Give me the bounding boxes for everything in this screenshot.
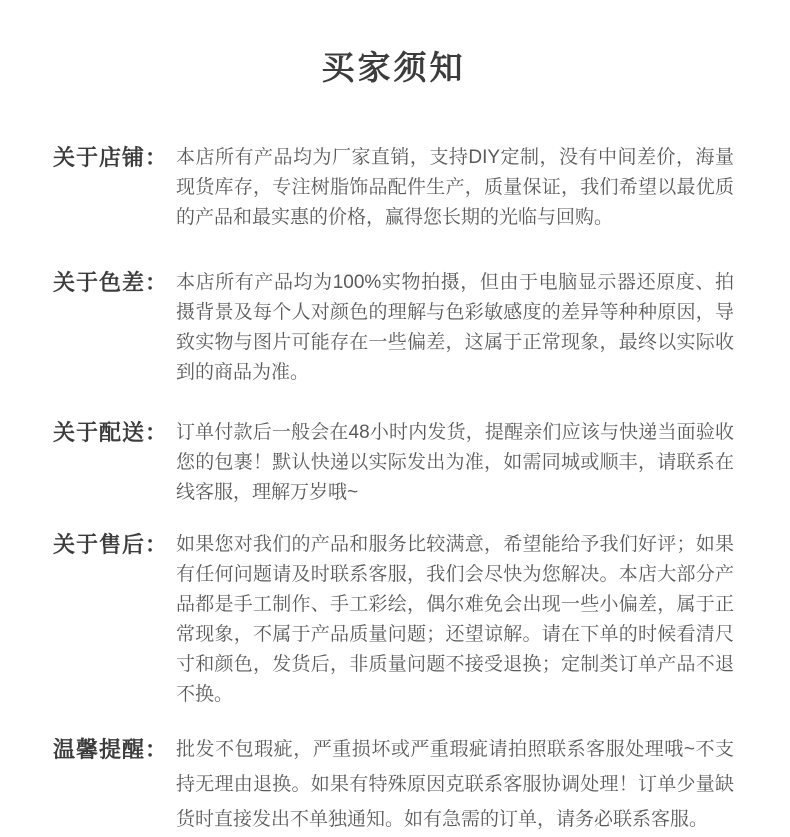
section-shipping — [53, 418, 734, 508]
section-text: 本店所有产品均为100%实物拍摄，但由于电脑显示器还原度、拍摄背景及每个人对颜色的理解与色彩敏感度的差异等种种原因，导致实物与图片可能存在一些偏差，这属于正常现象，最终以实际收到的商品为准。 — [176, 272, 734, 383]
section-color-difference — [53, 268, 734, 388]
section-label: 温馨提醒： — [53, 737, 169, 762]
section-label: 关于色差： — [53, 270, 169, 295]
page-title: 买家须知 — [321, 49, 466, 86]
section-text: 如果您对我们的产品和服务比较满意，希望能给予我们好评；如果有任何问题请及时联系客服，我们会尽快为您解决。本店大部分产品都是手工制作、手工彩绘，偶尔难免会出现一些小偏差，属于正常现象，不属于产品质量问题；还望谅解。请在下单的时候看清尺寸和颜色，发货后，非质量问题不接受退换；定制类订单产品不退不换。 — [176, 534, 734, 705]
section-warm-reminder — [53, 732, 734, 837]
section-text: 批发不包瑕疵，严重损坏或严重瑕疵请拍照联系客服处理哦~不支持无理由退换。如果有特殊原因克联系客服协调处理！订单少量缺货时直接发出不单独通知。如有急需的订单，请务必联系客服。 — [176, 739, 734, 830]
section-text: 本店所有产品均为厂家直销，支持DIY定制，没有中间差价，海量现货库存，专注树脂饰品配件生产，质量保证，我们希望以最优质的产品和最实惠的价格，赢得您长期的光临与回购。 — [176, 147, 734, 228]
section-label: 关于售后： — [53, 532, 169, 557]
section-text: 订单付款后一般会在48小时内发货，提醒亲们应该与快递当面验收您的包裹！默认快递以实际发出为准，如需同城或顺丰，请联系在线客服，理解万岁哦~ — [176, 422, 734, 503]
section-label: 关于配送： — [53, 420, 169, 445]
section-after-sales — [53, 530, 734, 710]
section-about-store — [53, 143, 734, 233]
section-label: 关于店铺： — [53, 145, 169, 170]
